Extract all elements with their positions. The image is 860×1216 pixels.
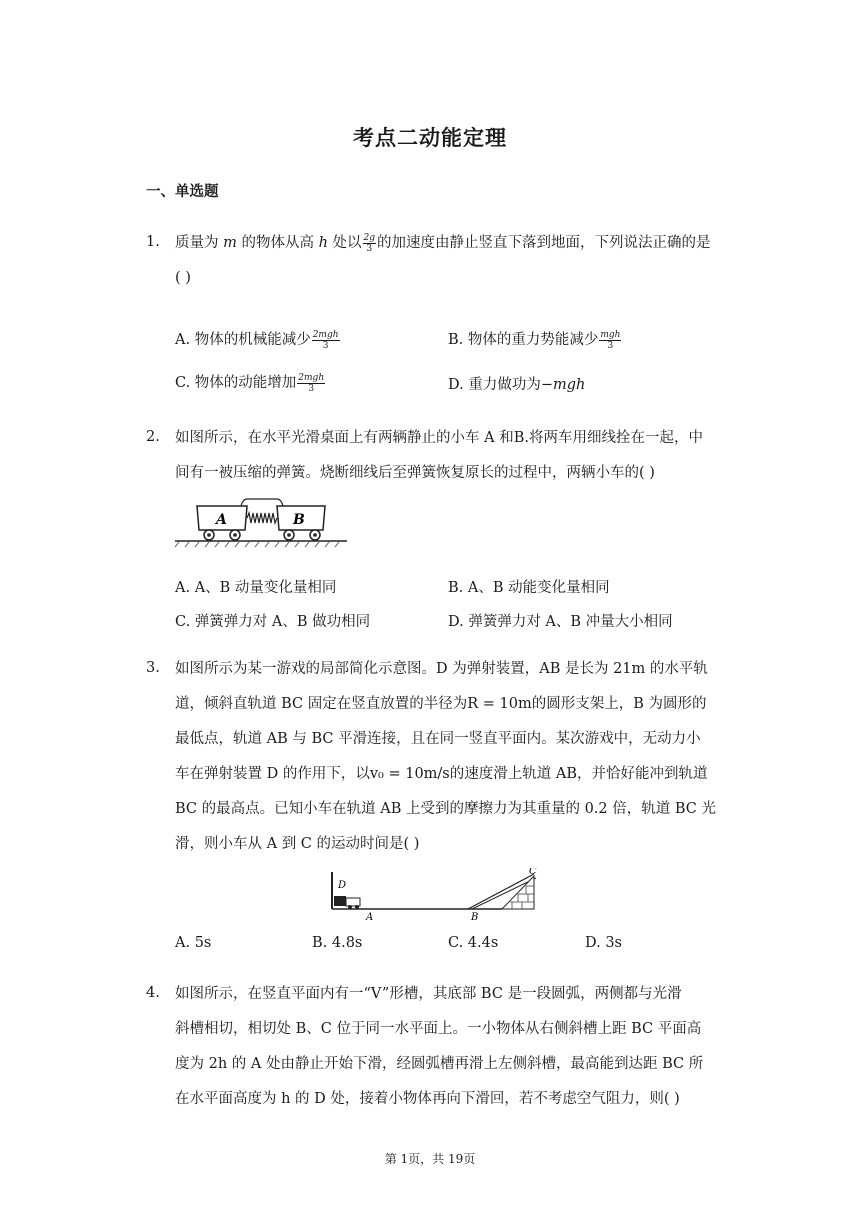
q2-option-b: B. A、B 动能变化量相同 (448, 580, 610, 596)
question-4-text: 如图所示，在竖直平面内有一“V”形槽，其底部 BC 是一段圆弧，两侧都与光滑 斜槽相切，相切处 B、C 位于同一水平面上。一小物体从右侧斜槽上距 BC 平面高 度为 2h 的 A 处由静止开始下滑，经圆弧槽再滑上左侧斜槽，最高能到达距 BC 所 在水平面高度为 h 的 D 处，接着小物体再向下滑回，若不考虑空气阻力，则( ) (175, 986, 704, 1107)
q1-option-c: C. 物体的动能增加 $\frac{\text{2mgh}}{3}$ (175, 372, 325, 394)
q2-option-a: A. A、B 动量变化量相同 (175, 580, 337, 596)
q1-option-b: B. 物体的重力势能减少 $\frac{\text{mgh}}{3}$ (448, 329, 621, 351)
cart-a-label: A (216, 512, 227, 528)
q1-option-d: D. 重力做功为−mgh (448, 377, 586, 393)
cart-b-label: B (293, 512, 305, 528)
label-b: B (471, 912, 479, 923)
q3-option-d: D. 3s (585, 935, 622, 951)
label-d: D (338, 880, 347, 891)
question-3-text: 如图所示为某一游戏的局部简化示意图。D 为弹射装置，AB 是长为 21m 的水平轨 道，倾斜直轨道 BC 固定在竖直放置的半径为R = 10m的圆形支架上，B 为圆形的 最低点，轨道 AB 与 BC 平滑连接，且在同一竖直平面内。某次游戏中，无动力小 车在弹射装置 D 的作用下，以v₀ = 10m/s的速度滑上轨道 AB，并恰好能冲到轨道 BC 的最高点。已知小车在轨道 AB 上受到的摩擦力为其重量的 0.2 倍，轨道 BC 光 滑，则小车从 A 到 C 的运动时间是( ) (175, 661, 716, 852)
q2-option-d: D. 弹簧弹力对 A、B 冲量大小相同 (448, 614, 673, 630)
question-3-number: 3. (146, 660, 160, 676)
label-c: C (529, 868, 537, 877)
q3-option-a: A. 5s (175, 935, 212, 951)
question-2-text: 如图所示，在水平光滑桌面上有两辆静止的小车 A 和B.将两车用细线拴在一起，中 间有一被压缩的弹簧。烧断细线后至弹簧恢复原长的过程中，两辆小车的( ) (175, 430, 703, 481)
section-heading: 一、单选题 (146, 183, 219, 200)
question-1-text: 质量为 m 的物体从高 h 处以 $\frac{2g}{3}$ 的加速度由静止竖直下落到地面，下列说法正确的是 ( ) (175, 232, 711, 286)
label-a: A (366, 912, 374, 923)
q2-option-c: C. 弹簧弹力对 A、B 做功相同 (175, 614, 371, 630)
q3-option-b: B. 4.8s (312, 935, 363, 951)
acceleration-fraction: $\frac{2g}{3}$ (363, 232, 376, 254)
answer-paren: ( ) (175, 270, 191, 286)
page-footer: 第 1页，共 19页 (384, 1152, 476, 1166)
page-title: 考点二动能定理 (353, 125, 507, 150)
question-4-number: 4. (146, 985, 160, 1001)
track-figure (326, 868, 546, 926)
q1-option-a: A. 物体的机械能减少 $\frac{\text{2mgh}}{3}$ (175, 329, 339, 351)
question-1-number: 1. (146, 234, 160, 250)
q3-option-c: C. 4.4s (448, 935, 499, 951)
carts-spring-figure (175, 492, 347, 548)
question-2-number: 2. (146, 429, 160, 445)
